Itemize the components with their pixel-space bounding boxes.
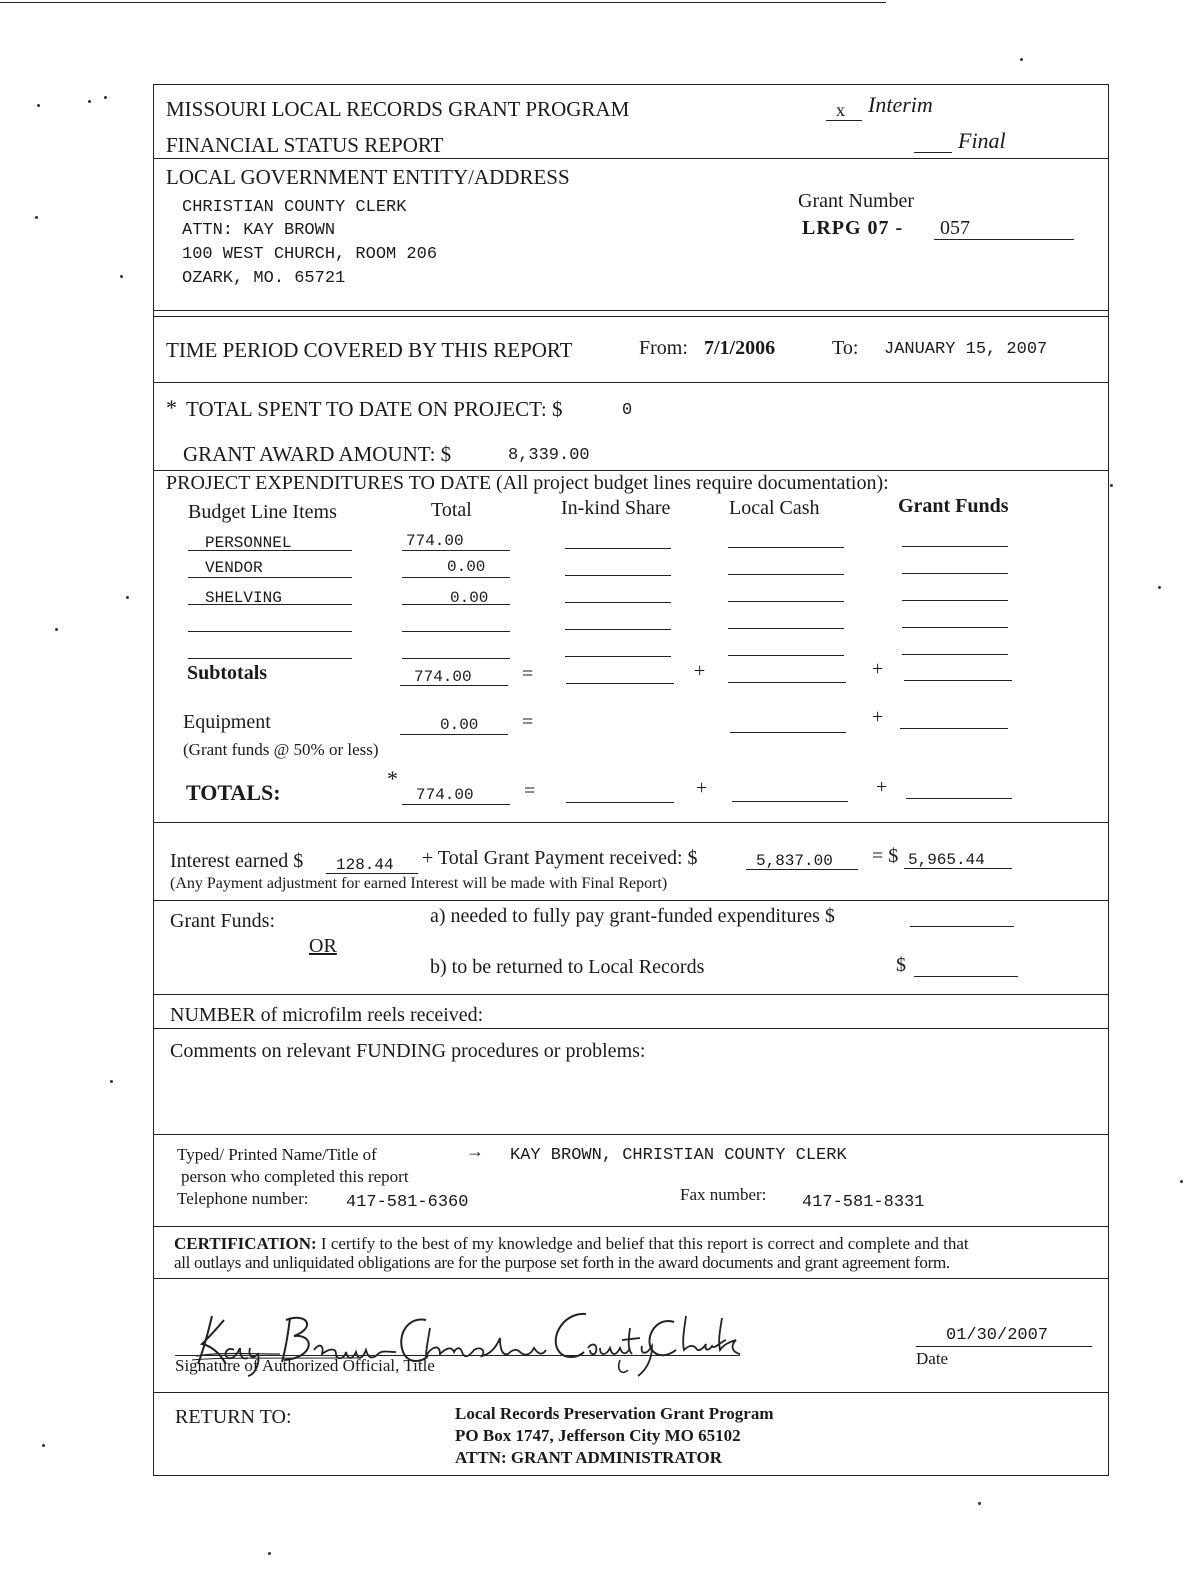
local-cash-line [728, 601, 844, 602]
divider [153, 1226, 1109, 1227]
divider [153, 1134, 1109, 1135]
divider [153, 382, 1109, 383]
grant-number-label: Grant Number [798, 190, 915, 212]
plus-sign: + [694, 660, 706, 682]
option-b-label: b) to be returned to Local Records [430, 956, 705, 978]
totals-grant-funds-line [906, 798, 1012, 799]
col-in-kind-share: In-kind Share [561, 497, 671, 519]
in-kind-line [565, 656, 671, 657]
total-spent-label: TOTAL SPENT TO DATE ON PROJECT: $ [186, 397, 563, 421]
name-label-line-1: Typed/ Printed Name/Title of [177, 1145, 377, 1164]
budget-line [188, 604, 352, 605]
comments-label: Comments on relevant FUNDING procedures or problems: [170, 1040, 646, 1062]
scan-speck [42, 1444, 45, 1447]
interest-label: Interest earned $ [170, 850, 304, 872]
scan-speck [120, 275, 123, 278]
col-budget-line-items: Budget Line Items [188, 501, 337, 523]
total-line [402, 550, 510, 551]
sum-line [904, 868, 1012, 869]
grant-funds-label: Grant Funds: [170, 910, 275, 932]
scan-top-edge [0, 2, 886, 3]
budget-line [188, 658, 352, 659]
interim-label: Interim [868, 92, 933, 117]
scan-speck [1110, 484, 1113, 487]
date-line [916, 1346, 1092, 1347]
period-label: TIME PERIOD COVERED BY THIS REPORT [166, 338, 573, 362]
col-local-cash: Local Cash [729, 497, 820, 519]
row-item: VENDOR [205, 559, 263, 577]
interim-checkmark: x [836, 100, 845, 120]
budget-line [188, 631, 352, 632]
fax-label: Fax number: [680, 1185, 767, 1204]
period-to-label: To: [832, 337, 859, 359]
name-value: KAY BROWN, CHRISTIAN COUNTY CLERK [510, 1146, 847, 1165]
address-line: OZARK, MO. 65721 [182, 269, 346, 288]
scan-speck [126, 596, 129, 599]
divider [153, 470, 1109, 471]
divider [153, 316, 1109, 317]
interim-checkbox-line [826, 120, 862, 121]
scan-speck [104, 96, 107, 99]
col-total: Total [431, 499, 472, 521]
interest-value: 128.44 [336, 856, 394, 874]
fax-value: 417-581-8331 [802, 1193, 925, 1212]
scan-speck [1180, 1180, 1183, 1183]
grant-prefix: LRPG 07 - [802, 217, 904, 239]
report-title: FINANCIAL STATUS REPORT [166, 133, 444, 157]
expenditures-heading: PROJECT EXPENDITURES TO DATE (All project budget lines require documentation): [166, 472, 889, 494]
plus-sign: + [872, 658, 884, 680]
certification-text-1: I certify to the best of my knowledge and belief that this report is correct and complete and that [320, 1234, 969, 1253]
sum-value: 5,965.44 [908, 851, 985, 869]
grant-number-line [934, 239, 1074, 240]
interest-line [326, 873, 418, 874]
subtotals-label: Subtotals [187, 662, 268, 684]
divider [153, 158, 1109, 159]
payment-label: + Total Grant Payment received: $ [422, 847, 698, 869]
arrow-icon: → [466, 1141, 484, 1161]
plus-sign: + [872, 706, 884, 728]
sum-equals-label: = $ [872, 845, 899, 867]
grant-funds-line [902, 546, 1008, 547]
return-to-line-2: PO Box 1747, Jefferson City MO 65102 [455, 1426, 741, 1445]
row-total: 774.00 [406, 532, 464, 550]
divider [153, 900, 1109, 901]
budget-line [188, 550, 352, 551]
subtotals-grant-funds-line [904, 680, 1012, 681]
equipment-line [400, 734, 508, 735]
payment-value: 5,837.00 [756, 852, 833, 870]
scan-speck [55, 628, 58, 631]
name-label-line-2: person who completed this report [181, 1167, 409, 1186]
or-label: OR [309, 935, 337, 957]
scan-speck [1158, 586, 1161, 589]
in-kind-line [565, 548, 671, 549]
award-value: 8,339.00 [508, 446, 590, 465]
in-kind-line [565, 602, 671, 603]
plus-sign: + [876, 776, 888, 798]
divider [153, 994, 1109, 995]
return-to-label: RETURN TO: [175, 1406, 292, 1428]
microfilm-label: NUMBER of microfilm reels received: [170, 1004, 484, 1026]
date-value: 01/30/2007 [946, 1326, 1049, 1345]
final-checkbox-line [914, 152, 952, 153]
scan-speck [37, 104, 40, 107]
local-cash-line [728, 547, 844, 548]
total-line [402, 631, 510, 632]
subtotals-local-cash-line [728, 682, 846, 683]
in-kind-line [565, 575, 671, 576]
certification-label: CERTIFICATION: [174, 1234, 317, 1253]
grant-funds-line [902, 600, 1008, 601]
option-b-dollar: $ [896, 954, 906, 976]
total-line [402, 658, 510, 659]
interest-note: (Any Payment adjustment for earned Interest will be made with Final Report) [170, 875, 668, 892]
equipment-value: 0.00 [440, 716, 479, 734]
certification-text-2: all outlays and unliquidated obligations are for the purpose set forth in the award documents and grant agreement form. [174, 1253, 950, 1272]
totals-value: 774.00 [416, 786, 474, 804]
local-cash-line [728, 628, 844, 629]
equipment-grant-funds-line [900, 728, 1008, 729]
equipment-note: (Grant funds @ 50% or less) [183, 740, 379, 759]
equals-sign: = [524, 780, 536, 802]
scan-speck [1020, 58, 1023, 61]
equals-sign: = [522, 711, 534, 733]
budget-line [188, 577, 352, 578]
plus-sign: + [696, 777, 708, 799]
subtotals-line [400, 685, 508, 686]
scan-speck [110, 1080, 113, 1083]
option-a-label: a) needed to fully pay grant-funded expenditures $ [430, 905, 835, 927]
row-item: SHELVING [205, 589, 282, 607]
row-total: 0.00 [450, 589, 489, 607]
equipment-label: Equipment [183, 711, 271, 733]
date-label: Date [916, 1349, 949, 1368]
divider [153, 310, 1109, 311]
total-line [402, 604, 510, 605]
grant-funds-line [902, 627, 1008, 628]
award-label: GRANT AWARD AMOUNT: $ [183, 442, 452, 466]
scan-speck [35, 216, 38, 219]
row-total: 0.00 [447, 558, 486, 576]
totals-label: TOTALS: [186, 780, 281, 805]
totals-in-kind-line [566, 802, 674, 803]
totals-asterisk: * [387, 766, 398, 791]
in-kind-line [565, 629, 671, 630]
subtotals-in-kind-line [566, 683, 674, 684]
equals-sign: = [522, 663, 534, 685]
scan-speck [88, 100, 91, 103]
total-spent-value: 0 [622, 401, 633, 420]
phone-value: 417-581-6360 [346, 1193, 469, 1212]
divider [153, 1392, 1109, 1393]
address-line: CHRISTIAN COUNTY CLERK [182, 198, 407, 217]
divider [153, 1278, 1109, 1279]
local-cash-line [728, 574, 844, 575]
totals-local-cash-line [732, 801, 848, 802]
total-line [402, 577, 510, 578]
col-grant-funds: Grant Funds [898, 495, 1009, 517]
address-line: ATTN: KAY BROWN [182, 221, 336, 240]
period-to-value: JANUARY 15, 2007 [884, 340, 1048, 359]
totals-line [402, 804, 510, 805]
phone-label: Telephone number: [177, 1189, 309, 1208]
grant-number: 057 [940, 217, 970, 239]
entity-section-label: LOCAL GOVERNMENT ENTITY/ADDRESS [166, 165, 570, 189]
option-a-line [910, 926, 1014, 927]
period-from-value: 7/1/2006 [704, 337, 776, 359]
row-item: PERSONNEL [205, 534, 292, 552]
payment-line [746, 869, 858, 870]
period-from-label: From: [639, 337, 688, 359]
subtotals-value: 774.00 [414, 668, 472, 686]
scan-speck [268, 1552, 271, 1555]
return-to-line-1: Local Records Preservation Grant Program [455, 1404, 774, 1423]
grant-funds-line [902, 573, 1008, 574]
signature-label: Signature of Authorized Official, Title [175, 1356, 435, 1375]
option-b-line [914, 976, 1018, 977]
address-line: 100 WEST CHURCH, ROOM 206 [182, 245, 438, 264]
local-cash-line [728, 655, 844, 656]
grant-funds-line [902, 654, 1008, 655]
divider [153, 822, 1109, 823]
final-label: Final [958, 128, 1006, 153]
return-to-line-3: ATTN: GRANT ADMINISTRATOR [455, 1448, 723, 1467]
total-spent-asterisk: * [166, 395, 177, 420]
scan-speck [978, 1502, 981, 1505]
divider [153, 1028, 1109, 1029]
program-title: MISSOURI LOCAL RECORDS GRANT PROGRAM [166, 97, 630, 121]
equipment-local-cash-line [730, 732, 846, 733]
